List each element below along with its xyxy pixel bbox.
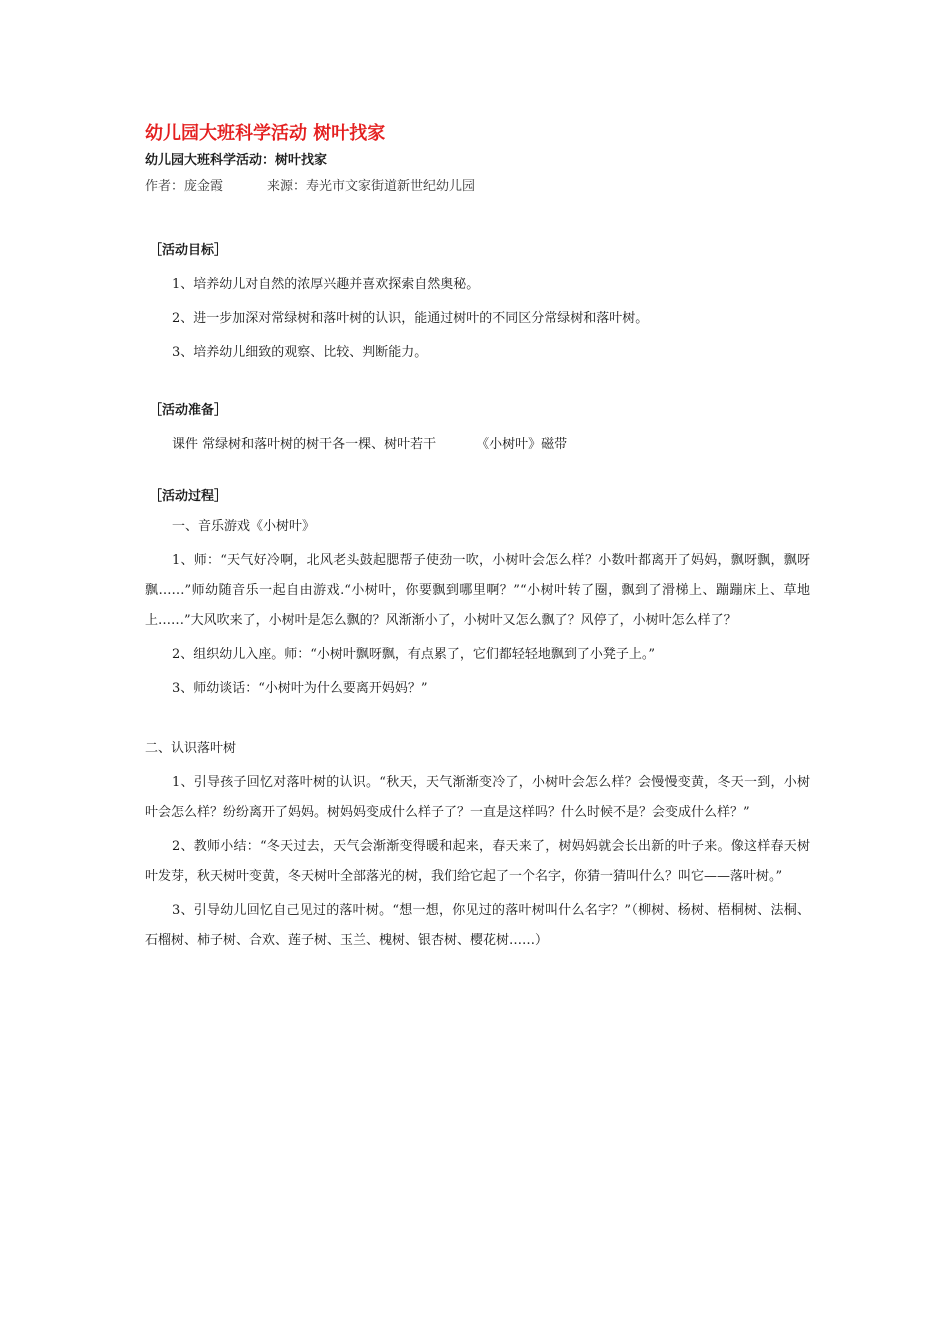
- process-item: 1、师：“天气好冷啊，北风老头鼓起腮帮子使劲一吹，小树叶会怎么样？小数叶都离开了妈妈，飘呀飘，飘呀飘……”师幼随音乐一起自由游戏.“小树叶，你要飘到哪里啊？”“小树叶转了圈，飘到了滑梯上、蹦蹦床上、草地上……”大风吹来了，小树叶是怎么飘的？风渐渐小了，小树叶又怎么飘了？风停了，小树叶怎么样了？: [145, 553, 810, 628]
- goal-item: 1、培养幼儿对自然的浓厚兴趣并喜欢探索自然奥秘。: [172, 277, 480, 292]
- document-meta: [145, 176, 810, 198]
- process-item: 3、师幼谈话：“小树叶为什么要离开妈妈？”: [172, 681, 428, 696]
- preparation-text: [145, 430, 810, 460]
- preparation-heading: ［活动准备］: [149, 403, 228, 418]
- process-item: 2、组织幼儿入座。师：“小树叶飘呀飘，有点累了，它们都轻轻地飘到了小凳子上。”: [172, 647, 656, 662]
- author-label: 作者：庞金霞: [145, 179, 224, 194]
- document-subtitle: 幼儿园大班科学活动：树叶找家: [145, 153, 328, 168]
- process-part1-title: 一、音乐游戏《小树叶》: [172, 519, 316, 534]
- process-item: 3、引导幼儿回忆自己见过的落叶树。“想一想，你见过的落叶树叫什么名字？”（柳树、杨树、梧桐树、法桐、石榴树、柿子树、合欢、莲子树、玉兰、槐树、银杏树、樱花树……）: [145, 903, 810, 948]
- document-body: [145, 120, 810, 956]
- source-label: 来源：寿光市文家街道新世纪幼儿园: [267, 179, 476, 194]
- process-heading: ［活动过程］: [149, 489, 228, 504]
- goal-item: 3、培养幼儿细致的观察、比较、判断能力。: [172, 345, 428, 360]
- process-item: 1、引导孩子回忆对落叶树的认识。“秋天，天气渐渐变冷了，小树叶会怎么样？会慢慢变黄，冬天一到，小树叶会怎么样？纷纷离开了妈妈。树妈妈变成什么样子了？一直是这样吗？什么时候不是？会变成什么样？”: [145, 775, 810, 820]
- process-part2-title: 二、认识落叶树: [145, 741, 237, 756]
- goals-heading: ［活动目标］: [149, 243, 228, 258]
- document-title: 幼儿园大班科学活动 树叶找家: [145, 123, 386, 144]
- preparation-tape: 《小树叶》磁带: [476, 437, 568, 452]
- process-item: 2、教师小结：“冬天过去，天气会渐渐变得暖和起来，春天来了，树妈妈就会长出新的叶子来。像这样春天树叶发芽，秋天树叶变黄，冬天树叶全部落光的树，我们给它起了一个名字，你猜一猜叫什么？叫它——落叶树。”: [145, 839, 810, 884]
- goal-item: 2、进一步加深对常绿树和落叶树的认识，能通过树叶的不同区分常绿树和落叶树。: [172, 311, 649, 326]
- preparation-materials: 课件 常绿树和落叶树的树干各一棵、树叶若干: [172, 437, 437, 452]
